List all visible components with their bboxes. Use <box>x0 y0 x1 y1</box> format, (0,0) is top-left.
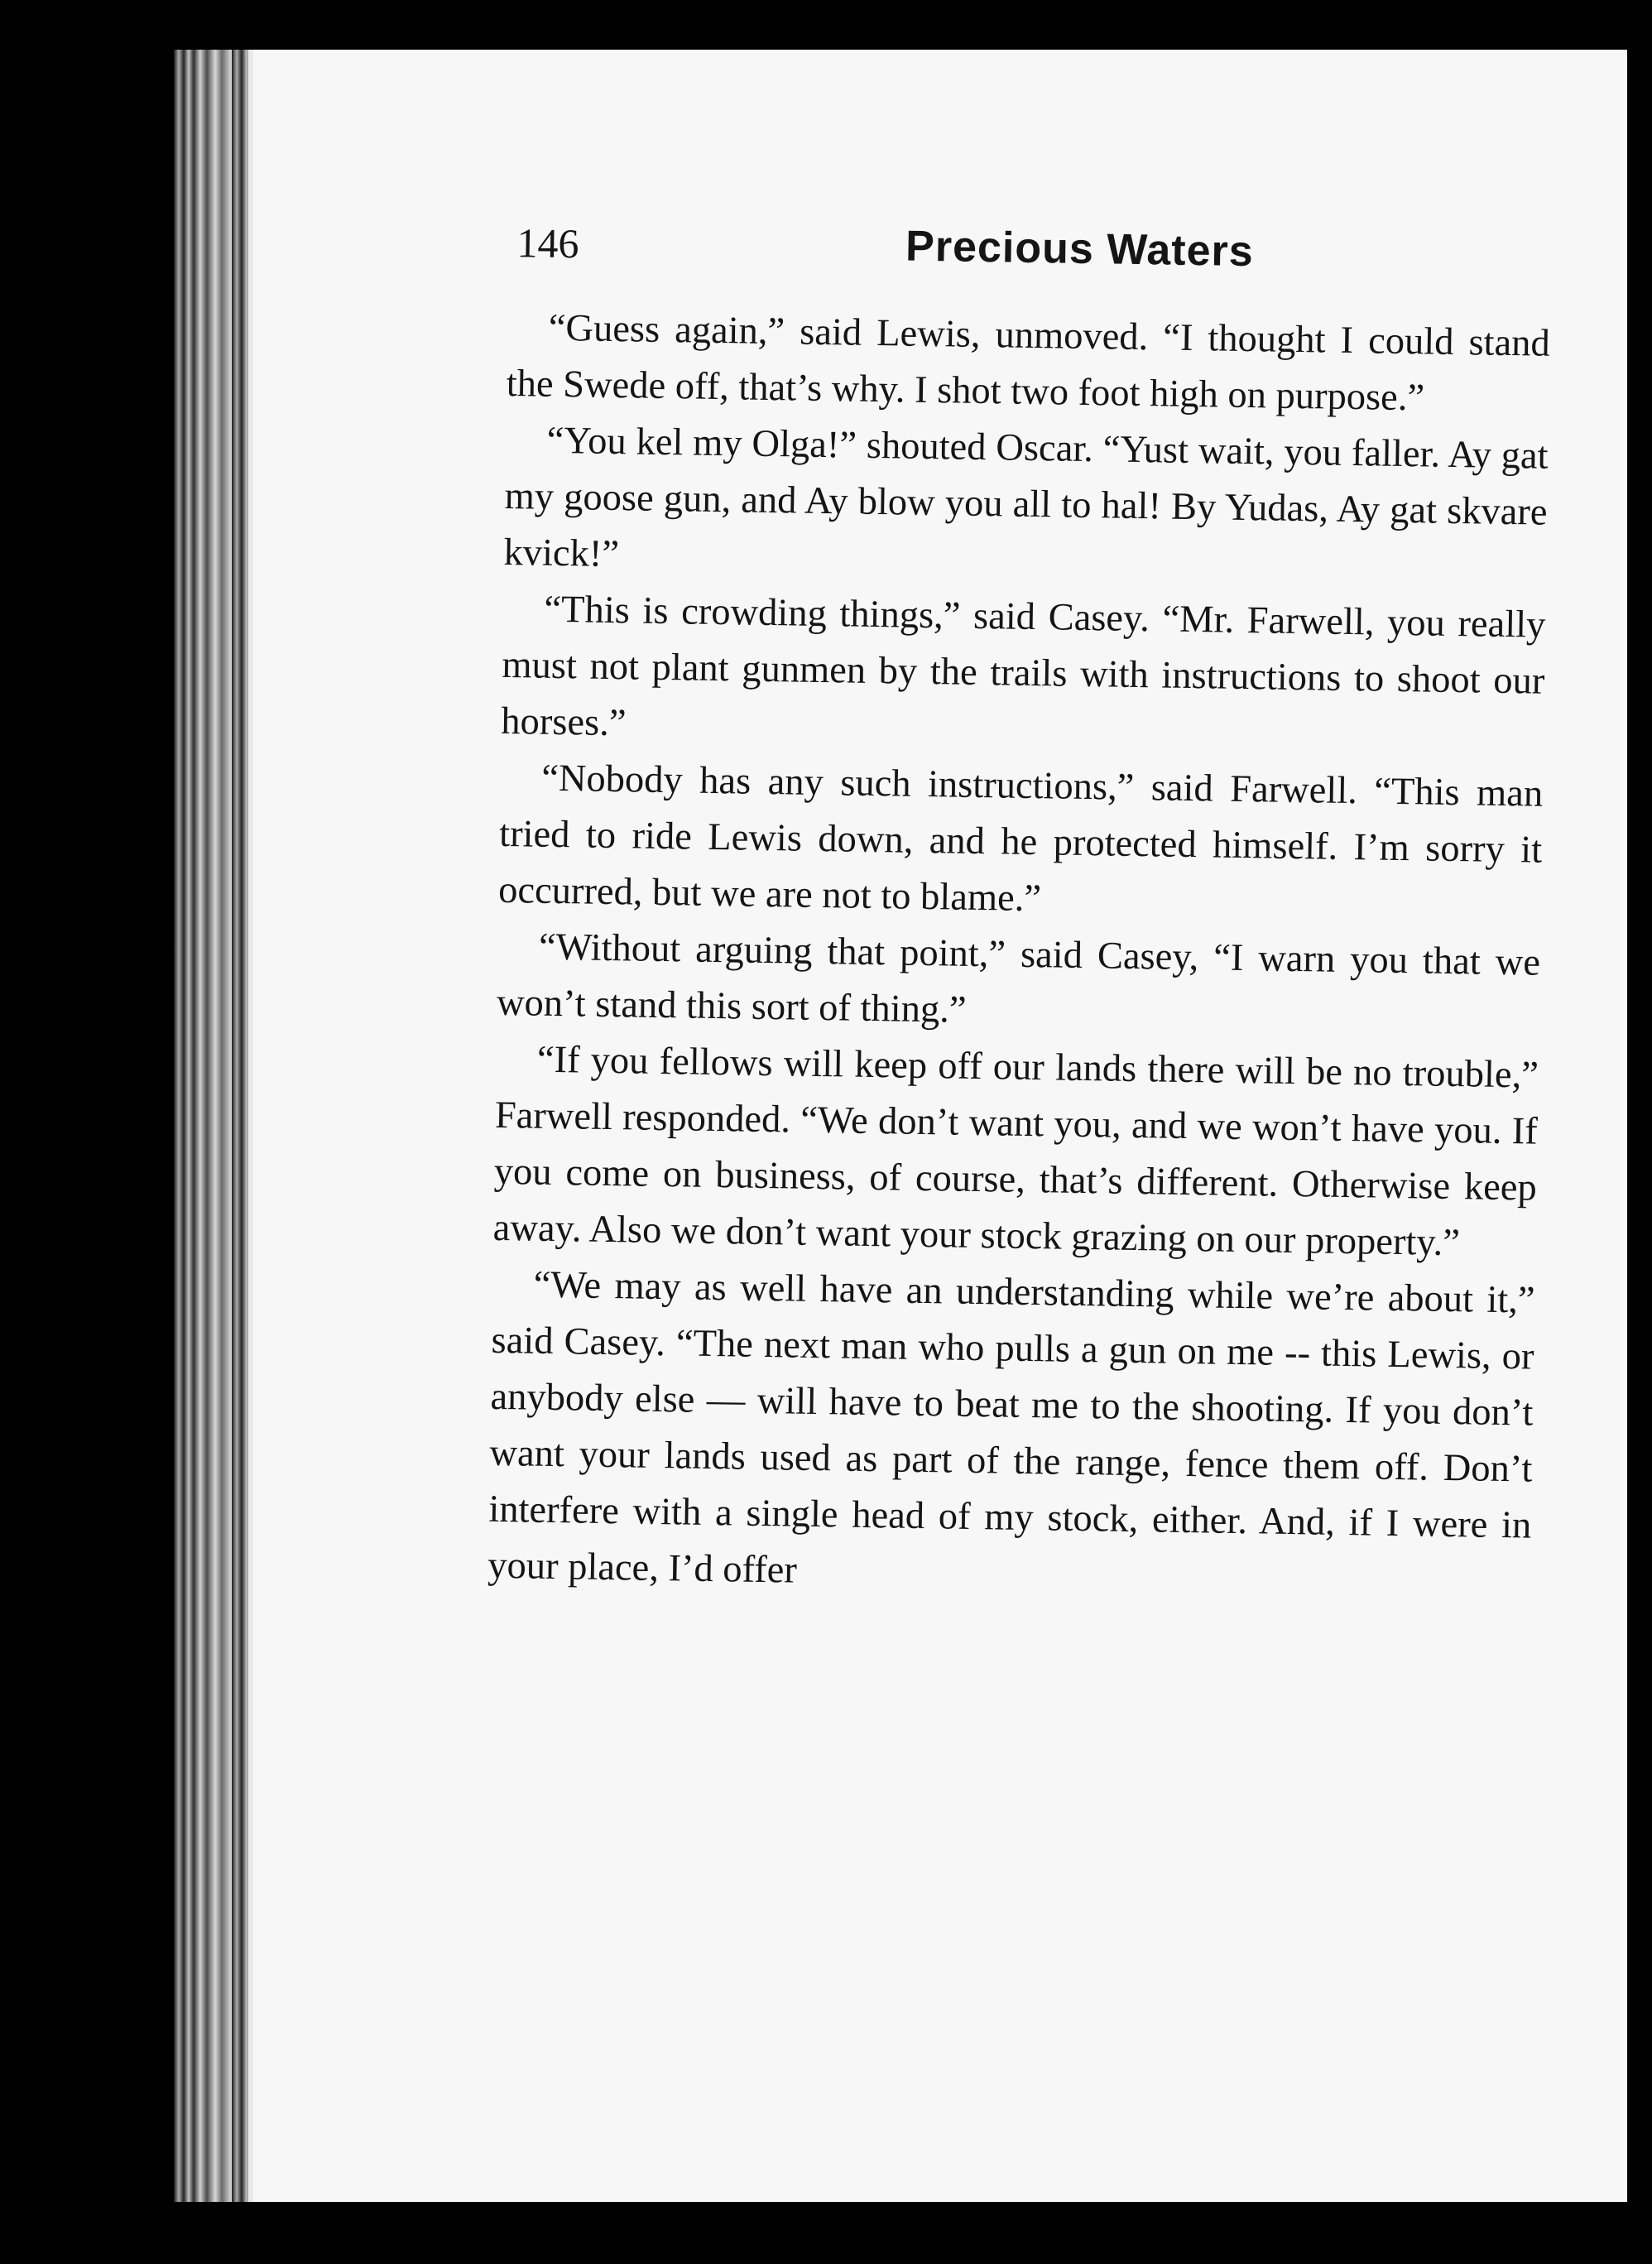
paragraph: “This is crowding things,” said Casey. “Mr. Farwell, you really must not plant gunmen by the trails with instructions to shoot our horses.” <box>500 588 1546 745</box>
paragraph: “You kel my Olga!” shouted Oscar. “Yust wait, you faller. Ay gat my goose gun, and Ay blow you all to hal! By Yudas, Ay gat skvare kvick!” <box>503 419 1549 576</box>
running-title: Precious Waters <box>905 222 1255 276</box>
paragraph: “Nobody has any such instructions,” said Farwell. “This man tried to ride Lewis down, and he protected himself. I’m sorry it occurred, but we are not to blame.” <box>497 757 1544 921</box>
page-number: 146 <box>516 219 579 267</box>
paragraph: “Without arguing that point,” said Casey, “I warn you that we won’t stand this sort of thing.” <box>496 925 1541 1031</box>
paragraph: “Guess again,” said Lewis, unmoved. “I thought I could stand the Swede off, that’s why. I shot two foot high on purpose.” <box>506 306 1551 420</box>
paragraph: “We may as well have an understanding while we’re about it,” said Casey. “The next man who pulls a gun on me -- this Lewis, or anybody else — will have to beat me to the shooting. If you don’t want your lands used as part of the range, fence them off. Don’t interfere with a single head of my stock, either. And, if I were in your place, I’d offer <box>487 1263 1535 1592</box>
text-block <box>480 215 1552 2103</box>
paragraph: “If you fellows will keep off our lands there will be no trouble,” Farwell responded. “We don’t want you, and we won’t have you. If you come on business, of course, that’s different. Otherwise keep away. Also we don’t want your stock grazing on our property.” <box>492 1038 1539 1265</box>
